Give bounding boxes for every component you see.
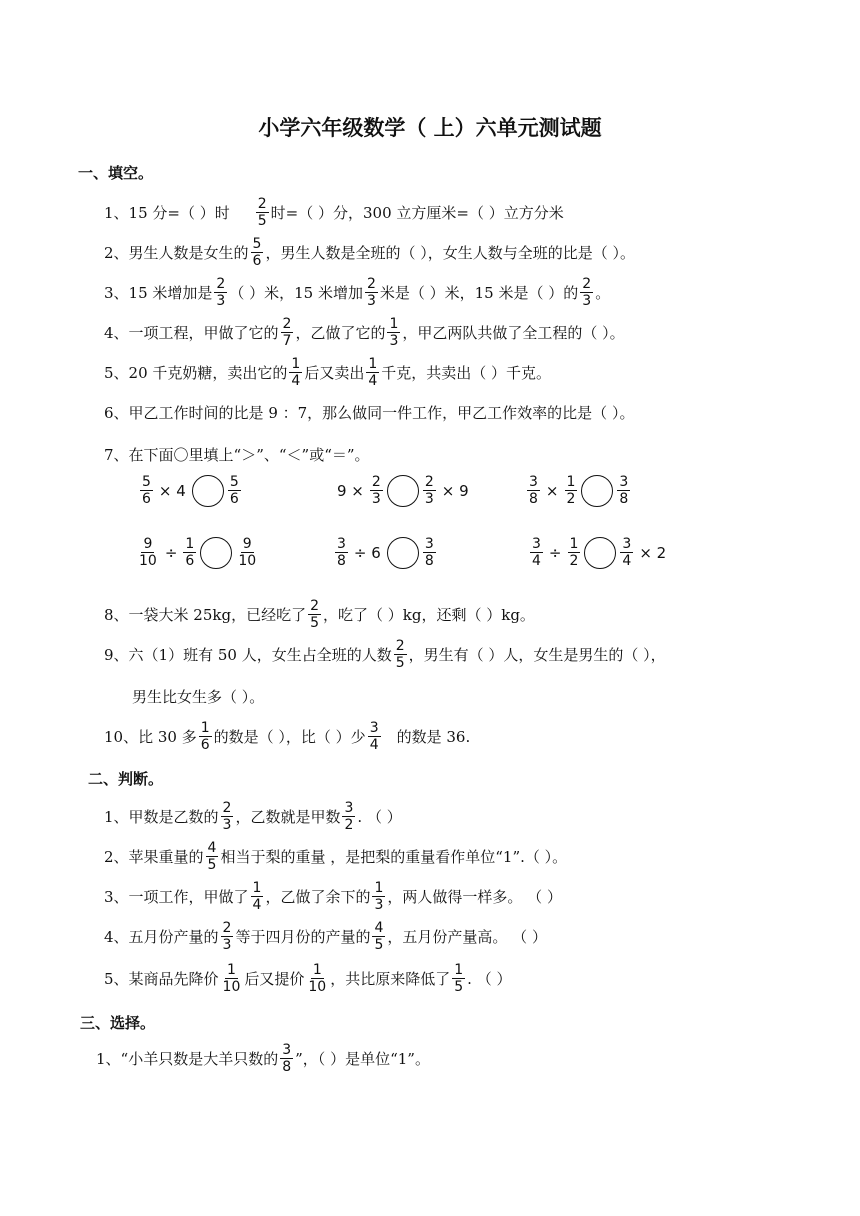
- q4-fraction-1: $\frac{2}{7}$: [282, 316, 292, 349]
- q1-text-a: 1、15 分=（ ）时: [104, 204, 230, 222]
- j5-text-c: ，共比原来降低了: [330, 970, 451, 988]
- answer-circle[interactable]: [581, 475, 613, 507]
- j3-text-b: ，乙做了余下的: [265, 888, 371, 906]
- judgement-3: [104, 880, 562, 913]
- j5-fraction-1: $\frac{1}{10}$: [222, 962, 241, 995]
- operator: ÷ 6: [353, 543, 381, 562]
- fraction: $\frac{9}{10}$: [139, 536, 157, 569]
- question-2: [104, 236, 635, 269]
- question-1: [104, 196, 564, 229]
- q3-text-a: 3、15 米增加是: [104, 284, 213, 302]
- j4-text-c: ，五月份产量高。 （ ）: [387, 928, 547, 946]
- q3-text-b: （ ）米，15 米增加: [229, 284, 363, 302]
- compare-item-2: [333, 474, 473, 507]
- q2-text-a: 2、男生人数是女生的: [104, 244, 249, 262]
- question-6: [104, 402, 634, 423]
- q9-text-c: 男生比女生多（ ）。: [132, 688, 265, 706]
- fraction: $\frac{5}{6}$: [142, 474, 151, 507]
- fraction: $\frac{9}{10}$: [238, 536, 257, 569]
- fraction: $\frac{2}{3}$: [371, 474, 381, 507]
- question-9-continued: [132, 686, 264, 707]
- j3-text-a: 3、一项工作，甲做了: [104, 888, 249, 906]
- choice-1: [96, 1042, 430, 1075]
- judgement-5: [104, 962, 511, 995]
- fraction: $\frac{1}{2}$: [569, 536, 579, 569]
- q4-fraction-2: $\frac{1}{3}$: [389, 316, 399, 349]
- j1-text-a: 1、甲数是乙数的: [104, 808, 219, 826]
- q1-text-b: 时=（ ）分，300 立方厘米=（ ）立方分米: [270, 204, 564, 222]
- section-choice-heading: 三、选择。: [80, 1014, 156, 1032]
- question-7: [104, 444, 370, 465]
- j5-text-a: 5、某商品先降价: [104, 970, 219, 988]
- q3-fraction-1: $\frac{2}{3}$: [216, 276, 226, 309]
- q4-text-b: ，乙做了它的: [295, 324, 386, 342]
- j5-text-b: 后又提价: [244, 970, 305, 988]
- operator: 9 ×: [337, 481, 364, 500]
- q4-text-a: 4、一项工程，甲做了它的: [104, 324, 279, 342]
- q10-text-a: 10、比 30 多: [104, 728, 197, 746]
- q3-text-c: 米是（ ）米，15 米是（ ）的: [379, 284, 579, 302]
- j1-fraction-2: $\frac{3}{2}$: [344, 800, 354, 833]
- fraction: $\frac{5}{6}$: [229, 474, 239, 507]
- question-5: [104, 356, 551, 389]
- question-10: [104, 720, 470, 753]
- q5-text-c: 千克，共卖出（ ）千克。: [381, 364, 552, 382]
- compare-item-1: [138, 474, 243, 507]
- operator: ÷: [164, 543, 178, 562]
- judgement-1: [104, 800, 402, 833]
- answer-circle[interactable]: [387, 537, 419, 569]
- operator: ×: [545, 481, 559, 500]
- q5-text-a: 5、20 千克奶糖，卖出它的: [104, 364, 288, 382]
- fraction: $\frac{1}{6}$: [185, 536, 195, 569]
- answer-circle[interactable]: [584, 537, 616, 569]
- answer-circle[interactable]: [192, 475, 224, 507]
- j1-text-b: ，乙数就是甲数: [235, 808, 341, 826]
- q8-text-b: ，吃了（ ）kg，还剩（ ）kg。: [323, 606, 535, 624]
- q9-text-b: ，男生有（ ）人，女生是男生的（ ），: [408, 646, 666, 664]
- q3-text-e: 。: [595, 284, 611, 302]
- q10-text-b: 的数是（ ），比（ ）少: [213, 728, 366, 746]
- page-title: 小学六年级数学（ 上）六单元测试题: [258, 116, 602, 140]
- q1-fraction: $\frac{2}{5}$: [257, 196, 267, 229]
- j2-text-b: 相当于梨的重量 ，是把梨的重量看作单位“1”.（ ）。: [220, 848, 568, 866]
- fraction: $\frac{1}{2}$: [566, 474, 576, 507]
- q10-text-c: 的数是 36.: [396, 728, 471, 746]
- section-fill-blank-heading: 一、填空。: [78, 164, 154, 182]
- j5-fraction-2: $\frac{1}{10}$: [308, 962, 327, 995]
- j1-text-c: . （ ）: [357, 808, 402, 826]
- compare-item-6: [528, 536, 670, 569]
- j4-fraction-1: $\frac{2}{3}$: [222, 920, 232, 953]
- q10-fraction-2: $\frac{3}{4}$: [369, 720, 379, 753]
- x1-text-b: ”，（ ）是单位“1”。: [295, 1050, 430, 1068]
- q9-fraction: $\frac{2}{5}$: [395, 638, 405, 671]
- q10-fraction-1: $\frac{1}{6}$: [200, 720, 210, 753]
- judgement-2: [104, 840, 567, 873]
- q4-text-c: ，甲乙两队共做了全工程的（ ）。: [402, 324, 625, 342]
- j1-fraction-1: $\frac{2}{3}$: [222, 800, 232, 833]
- fraction: $\frac{3}{4}$: [532, 536, 541, 569]
- q6-text: 6、甲乙工作时间的比是 9 ：7，那么做同一件工作，甲乙工作效率的比是（ ）。: [104, 404, 635, 422]
- q8-text-a: 8、一袋大米 25kg，已经吃了: [104, 606, 307, 624]
- fraction: $\frac{3}{8}$: [337, 536, 346, 569]
- q8-fraction: $\frac{2}{5}$: [310, 598, 320, 631]
- j4-text-a: 4、五月份产量的: [104, 928, 219, 946]
- x1-text-a: 1、“小羊只数是大羊只数的: [96, 1050, 279, 1068]
- q2-text-b: ，男生人数是全班的（ ），女生人数与全班的比是（ ）。: [265, 244, 636, 262]
- operator: × 2: [639, 543, 667, 562]
- q5-text-b: 后又卖出: [304, 364, 365, 382]
- j5-text-e: . （ ）: [467, 970, 512, 988]
- answer-circle[interactable]: [387, 475, 419, 507]
- question-4: [104, 316, 625, 349]
- j3-text-c: ，两人做得一样多。 （ ）: [387, 888, 562, 906]
- question-3: [104, 276, 610, 309]
- fraction: $\frac{2}{3}$: [424, 474, 434, 507]
- question-8: [104, 598, 535, 631]
- answer-circle[interactable]: [200, 537, 232, 569]
- j4-fraction-2: $\frac{4}{5}$: [374, 920, 384, 953]
- question-9: [104, 638, 666, 671]
- j2-fraction: $\frac{4}{5}$: [207, 840, 217, 873]
- judgement-4: [104, 920, 547, 953]
- q9-text-a: 9、六（1）班有 50 人，女生占全班的人数: [104, 646, 392, 664]
- fraction: $\frac{3}{8}$: [424, 536, 434, 569]
- j3-fraction-2: $\frac{1}{3}$: [374, 880, 384, 913]
- fraction: $\frac{3}{8}$: [529, 474, 538, 507]
- q5-fraction-1: $\frac{1}{4}$: [291, 356, 301, 389]
- q3-fraction-2: $\frac{2}{3}$: [366, 276, 376, 309]
- compare-item-3: [525, 474, 632, 507]
- x1-fraction: $\frac{3}{8}$: [282, 1042, 292, 1075]
- fraction: $\frac{3}{8}$: [619, 474, 629, 507]
- operator: ÷: [548, 543, 562, 562]
- section-judgement-heading: 二、判断。: [88, 770, 164, 788]
- j5-fraction-3: $\frac{1}{5}$: [454, 962, 464, 995]
- j3-fraction-1: $\frac{1}{4}$: [252, 880, 262, 913]
- q7-text: 7、在下面〇里填上“＞”、“＜”或“＝”。: [104, 446, 370, 464]
- operator: × 4: [158, 481, 186, 500]
- q2-fraction: $\frac{5}{6}$: [252, 236, 262, 269]
- j2-text-a: 2、苹果重量的: [104, 848, 204, 866]
- fraction: $\frac{3}{4}$: [622, 536, 632, 569]
- operator: × 9: [441, 481, 469, 500]
- compare-item-5: [333, 536, 438, 569]
- q5-fraction-2: $\frac{1}{4}$: [368, 356, 378, 389]
- j4-text-b: 等于四月份的产量的: [235, 928, 371, 946]
- compare-item-4: [135, 536, 260, 569]
- q3-fraction-3: $\frac{2}{3}$: [582, 276, 592, 309]
